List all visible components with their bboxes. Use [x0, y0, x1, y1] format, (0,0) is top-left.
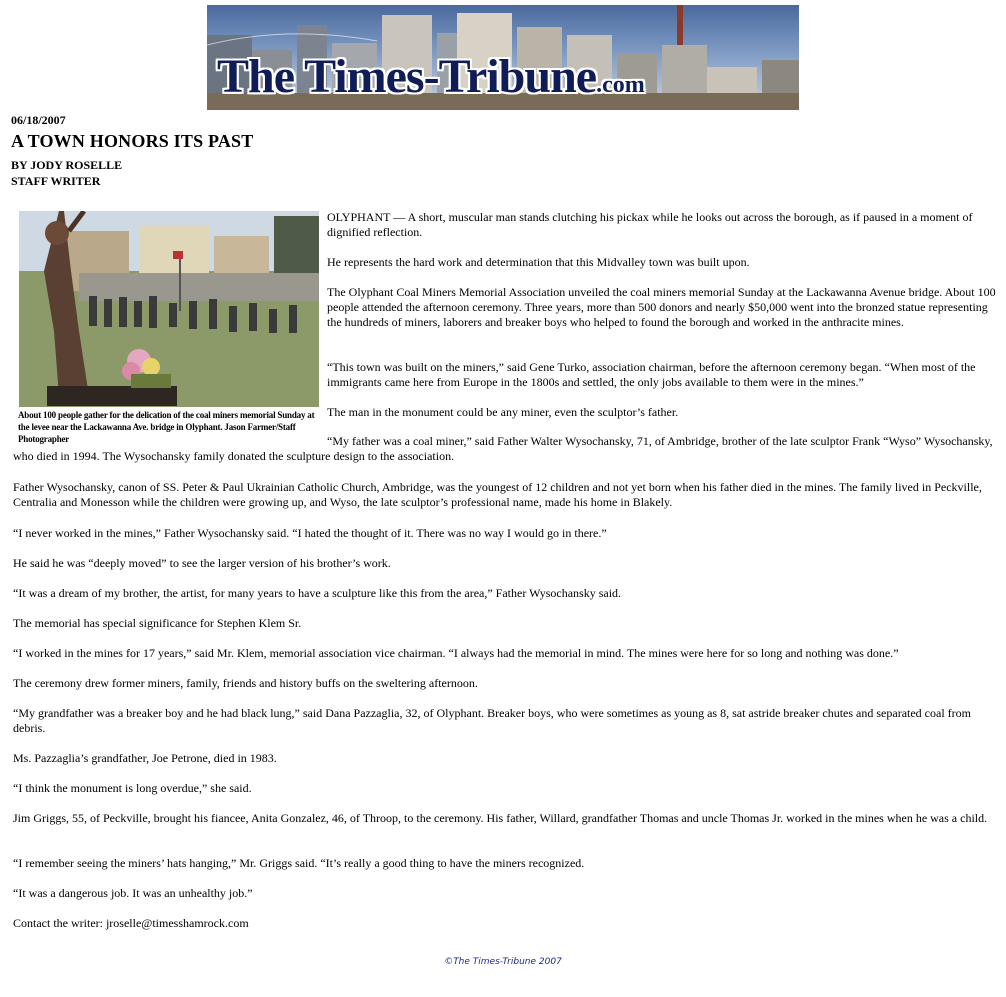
article-headline: A TOWN HONORS ITS PAST [11, 131, 254, 151]
article-paragraph: OLYPHANT — A short, muscular man stands clutching his pickax while he looks out across the borough, as if paused in a moment of dignified reflection. [327, 210, 973, 239]
photo-caption: About 100 people gather for the delication of the coal miners memorial Sunday at the levee near the Lackawanna Ave. bridge in Olyphant. Jason Farmer/Staff Photographer [18, 410, 315, 444]
masthead-dotcom: .com [596, 72, 645, 98]
article-paragraph: “I worked in the mines for 17 years,” said Mr. Klem, memorial association vice chairman. “I always had the memorial in mind. The mines were here for so long and nothing was done.” [13, 646, 899, 660]
memorial-photo [19, 211, 319, 407]
masthead-title[interactable]: The Times-Tribune.com [217, 50, 645, 103]
article-paragraph: “It was a dangerous job. It was an unhealthy job.” [13, 886, 253, 900]
article-paragraph: The Olyphant Coal Miners Memorial Association unveiled the coal miners memorial Sunday at the Lackawanna Avenue bridge. About 100 people attended the afternoon ceremony. Three years, more than 500 donors and nearly $50,000 went into the bronzed statue representing the hundreds of miners, laborers and breaker boys who helped to found the borough and worked in the anthracite mines. [327, 285, 996, 329]
article-byline [11, 157, 122, 189]
article-paragraph: “This town was built on the miners,” said Gene Turko, association chairman, before the afternoon ceremony began. “When most of the immigrants came here from Europe in the 1800s and settled, the only jobs available to them were in the mines.” [327, 360, 976, 389]
article-paragraph: “My father was a coal miner,” said Father Walter Wysochansky, 71, of Ambridge, brother of the late sculptor Frank “Wyso” Wysochansky, who died in 1994. The Wysochansky family donated the sculpture design to the association. [13, 434, 993, 463]
article-paragraph: “My grandfather was a breaker boy and he had black lung,” said Dana Pazzaglia, 32, of Olyphant. Breaker boys, who were sometimes as young as 8, sat astride breaker chutes and separated coal from debris. [13, 706, 971, 735]
article-paragraph: The man in the monument could be any miner, even the sculptor’s father. [327, 405, 679, 419]
article-paragraph: The ceremony drew former miners, family, friends and history buffs on the sweltering afternoon. [13, 676, 478, 690]
article-paragraph: Jim Griggs, 55, of Peckville, brought his fiancee, Anita Gonzalez, 46, of Throop, to the ceremony. His father, Willard, grandfather Thomas and uncle Thomas Jr. worked in the mines when he was a child. [13, 811, 988, 825]
article-paragraph: “I remember seeing the miners’ hats hanging,” Mr. Griggs said. “It’s really a good thing to have the miners recognized. [13, 856, 585, 870]
masthead-banner [207, 5, 799, 110]
article-paragraph: Ms. Pazzaglia’s grandfather, Joe Petrone, died in 1983. [13, 751, 277, 765]
byline-author: BY JODY ROSELLE [11, 158, 123, 172]
footer-copyright: ©The Times-Tribune 2007 [444, 957, 562, 967]
article-paragraph: “It was a dream of my brother, the artist, for many years to have a sculpture like this from the area,” Father Wysochansky said. [13, 586, 622, 600]
byline-role: STAFF WRITER [11, 174, 101, 188]
article-date: 06/18/2007 [11, 113, 66, 127]
article-paragraph: The memorial has special significance for Stephen Klem Sr. [13, 616, 302, 630]
article-paragraph: Father Wysochansky, canon of SS. Peter & Paul Ukrainian Catholic Church, Ambridge, was the youngest of 12 children and not yet born when his father died in the mines. The family lived in Peckville, Centralia and Monesson while the children were growing up, and Wyso, the late sculptor’s professional name, made his home in Blakely. [13, 480, 982, 509]
memorial-photo-image [19, 211, 319, 407]
article-paragraph: He said he was “deeply moved” to see the larger version of his brother’s work. [13, 556, 391, 570]
article-contact[interactable]: Contact the writer: jroselle@timesshamrock.com [13, 916, 249, 930]
article-paragraph: He represents the hard work and determination that this Midvalley town was built upon. [327, 255, 750, 269]
article-paragraph: “I never worked in the mines,” Father Wysochansky said. “I hated the thought of it. There was no way I would go in there.” [13, 526, 607, 540]
article-paragraph: “I think the monument is long overdue,” she said. [13, 781, 252, 795]
